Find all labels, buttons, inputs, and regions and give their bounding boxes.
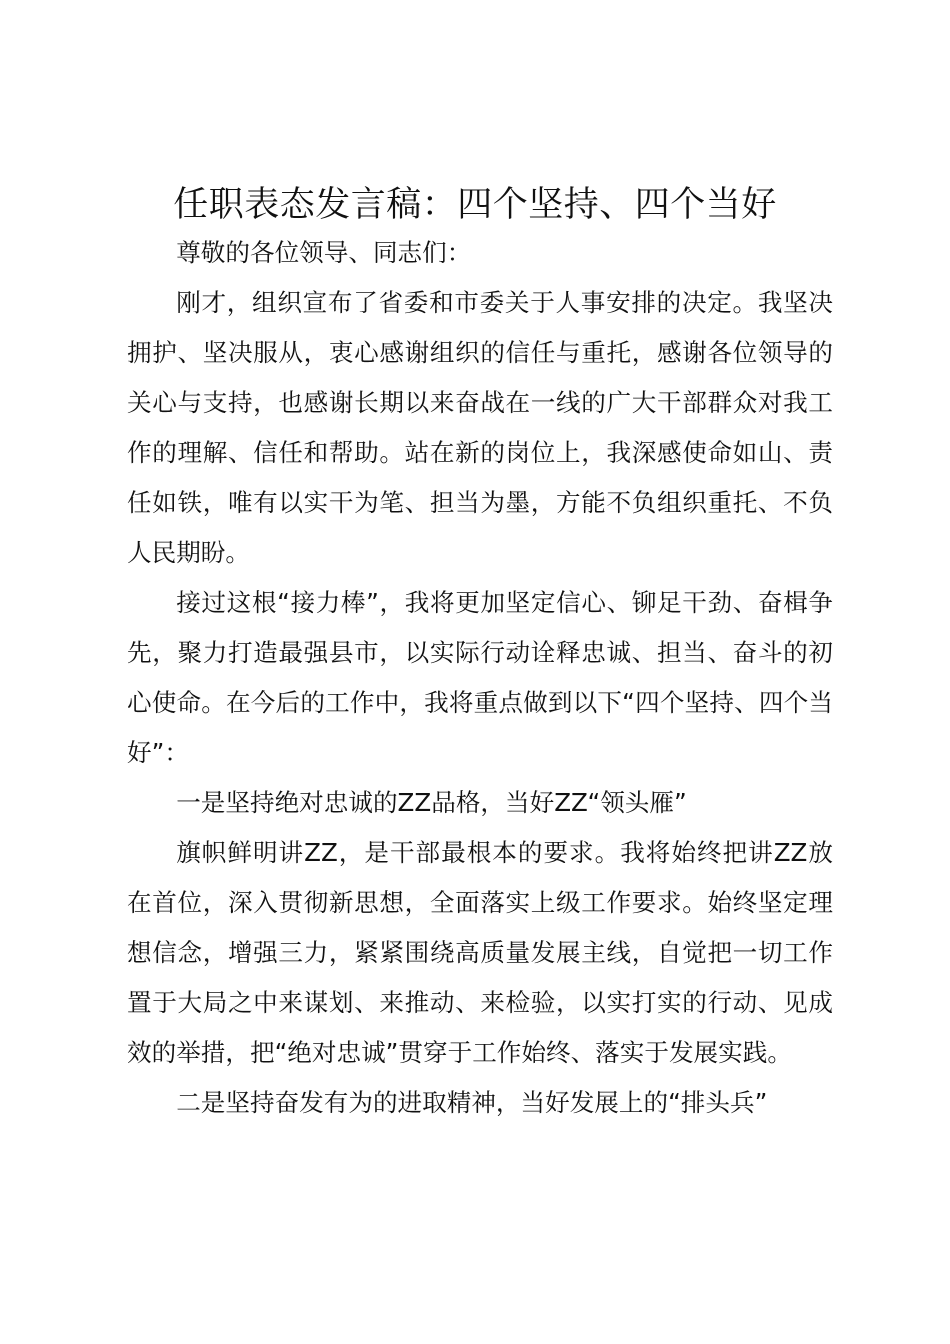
section-heading-one: 一是坚持绝对忠诚的ZZ品格，当好ZZ“领头雁” — [176, 788, 687, 817]
commitment-paragraph: 接过这根“接力棒”，我将更加坚定信心、铆足干劲、奋楫争先，聚力打造最强县市，以实际行动诠释忠诚、担当、奋斗的初心使命。在今后的工作中，我将重点做到以下“四个坚持、四个当好”： — [127, 588, 833, 767]
intro-paragraph: 刚才，组织宣布了省委和市委关于人事安排的决定。我坚决拥护、坚决服从，衷心感谢组织的信任与重托，感谢各位领导的关心与支持，也感谢长期以来奋战在一线的广大干部群众对我工作的理解、信任和帮助。站在新的岗位上，我深感使命如山、责任如铁，唯有以实干为笔、担当为墨，方能不负组织重托、不负人民期盼。 — [127, 288, 833, 567]
section-heading-two: 二是坚持奋发有为的进取精神，当好发展上的“排头兵” — [176, 1088, 768, 1117]
document-body — [127, 228, 833, 1128]
section-one-paragraph: 旗帜鲜明讲ZZ，是干部最根本的要求。我将始终把讲ZZ放在首位，深入贯彻新思想，全面落实上级工作要求。始终坚定理想信念，增强三力，紧紧围绕高质量发展主线，自觉把一切工作置于大局之中来谋划、来推动、来检验，以实打实的行动、见成效的举措，把“绝对忠诚”贯穿于工作始终、落实于发展实践。 — [127, 838, 833, 1067]
document-title: 任职表态发言稿：四个坚持、四个当好 — [173, 185, 777, 225]
salutation-paragraph: 尊敬的各位领导、同志们： — [176, 238, 472, 267]
